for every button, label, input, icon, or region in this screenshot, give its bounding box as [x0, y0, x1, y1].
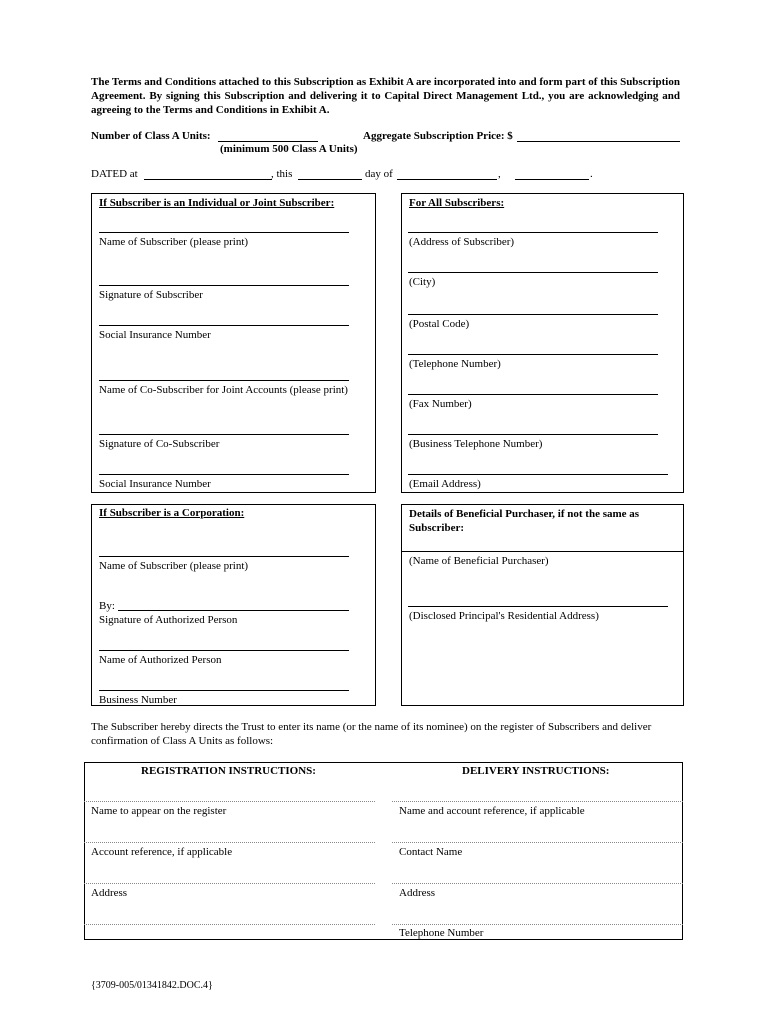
corporation-field-line[interactable]: [99, 690, 349, 691]
dated-period: .: [590, 168, 593, 180]
individual-field-line[interactable]: [99, 325, 349, 326]
dated-day-of-label: day of: [365, 168, 393, 180]
corporation-box: [91, 504, 376, 706]
address-field-label: (Address of Subscriber): [409, 236, 515, 248]
delivery-header: DELIVERY INSTRUCTIONS:: [462, 765, 610, 777]
address-field-label: (Postal Code): [409, 318, 470, 330]
price-label: Aggregate Subscription Price: $: [363, 130, 513, 142]
dated-at-label: DATED at: [91, 168, 138, 180]
corporation-header: If Subscriber is a Corporation:: [99, 507, 245, 519]
delivery-field-label: Address: [399, 887, 436, 899]
delivery-field-label: Telephone Number: [399, 927, 484, 939]
address-field-line[interactable]: [408, 434, 658, 435]
address-field-line[interactable]: [408, 314, 658, 315]
corporation-field-label: Name of Authorized Person: [99, 654, 222, 666]
individual-field-line[interactable]: [99, 285, 349, 286]
beneficial-field-label: (Name of Beneficial Purchaser): [409, 555, 549, 567]
individual-field-line[interactable]: [99, 232, 349, 233]
corporation-by-label: By:: [99, 600, 115, 612]
registration-field-line[interactable]: [84, 883, 375, 884]
corporation-field-label: Signature of Authorized Person: [99, 614, 238, 626]
address-field-line[interactable]: [408, 474, 668, 475]
registration-header: REGISTRATION INSTRUCTIONS:: [141, 765, 316, 777]
corporation-field-label: Business Number: [99, 694, 177, 706]
dated-place-line[interactable]: [144, 179, 272, 180]
registration-field-label: Address: [91, 887, 128, 899]
individual-field-label: Social Insurance Number: [99, 478, 211, 490]
delivery-field-label: Name and account reference, if applicable: [399, 805, 585, 817]
delivery-field-line[interactable]: [392, 924, 683, 925]
beneficial-header-divider: [401, 551, 684, 552]
address-field-label: (Email Address): [409, 478, 481, 490]
terms-intro-paragraph: The Terms and Conditions attached to this Subscription as Exhibit A are incorporated into and form part of this Subscription Agreement. By signing this Subscription and delivering it to Capital Direct Management Ltd., you are acknowledging and agreeing to the Terms and Conditions in Exhibit A.: [91, 76, 680, 116]
address-field-label: (Telephone Number): [409, 358, 501, 370]
individual-field-line[interactable]: [99, 380, 349, 381]
dated-month-line[interactable]: [397, 179, 497, 180]
price-input-line[interactable]: [517, 141, 680, 142]
registration-field-line[interactable]: [84, 801, 375, 802]
units-label: Number of Class A Units:: [91, 130, 211, 142]
beneficial-purchaser-header: Details of Beneficial Purchaser, if not the same as Subscriber:: [409, 508, 640, 534]
delivery-field-line[interactable]: [392, 801, 683, 802]
document-footer-code: {3709-005/01341842.DOC.4}: [91, 980, 213, 991]
corporation-field-line[interactable]: [118, 610, 349, 611]
address-field-label: (Fax Number): [409, 398, 472, 410]
dated-this-label: , this: [271, 168, 293, 180]
individual-field-label: Social Insurance Number: [99, 329, 211, 341]
address-field-label: (Business Telephone Number): [409, 438, 543, 450]
dated-comma: ,: [498, 168, 501, 180]
address-field-line[interactable]: [408, 354, 658, 355]
address-field-line[interactable]: [408, 394, 658, 395]
corporation-field-line[interactable]: [99, 650, 349, 651]
beneficial-field-line[interactable]: [408, 606, 668, 607]
individual-field-label: Signature of Co-Subscriber: [99, 438, 220, 450]
dated-day-line[interactable]: [298, 179, 362, 180]
registration-field-line[interactable]: [84, 924, 375, 925]
individual-field-line[interactable]: [99, 434, 349, 435]
address-field-label: (City): [409, 276, 436, 288]
registration-field-line[interactable]: [84, 842, 375, 843]
registration-field-label: Name to appear on the register: [91, 805, 227, 817]
units-input-line[interactable]: [218, 141, 318, 142]
address-field-line[interactable]: [408, 232, 658, 233]
delivery-field-label: Contact Name: [399, 846, 463, 858]
units-minimum-note: (minimum 500 Class A Units): [220, 143, 358, 155]
corporation-field-label: Name of Subscriber (please print): [99, 560, 249, 572]
all-subscribers-header: For All Subscribers:: [409, 197, 505, 209]
corporation-field-line[interactable]: [99, 556, 349, 557]
address-field-line[interactable]: [408, 272, 658, 273]
direction-paragraph: The Subscriber hereby directs the Trust to enter its name (or the name of its nominee) on the register of Subscribers and deliver confirmation of Class A Units as follows:: [91, 721, 652, 747]
individual-subscriber-header: If Subscriber is an Individual or Joint Subscriber:: [99, 197, 335, 209]
individual-field-label: Name of Co-Subscriber for Joint Accounts (please print): [99, 384, 348, 396]
delivery-field-line[interactable]: [392, 883, 683, 884]
individual-field-label: Signature of Subscriber: [99, 289, 203, 301]
individual-field-line[interactable]: [99, 474, 349, 475]
dated-year-line[interactable]: [515, 179, 589, 180]
registration-field-label: Account reference, if applicable: [91, 846, 233, 858]
individual-field-label: Name of Subscriber (please print): [99, 236, 249, 248]
delivery-field-line[interactable]: [392, 842, 683, 843]
beneficial-field-label: (Disclosed Principal's Residential Address): [409, 610, 599, 622]
